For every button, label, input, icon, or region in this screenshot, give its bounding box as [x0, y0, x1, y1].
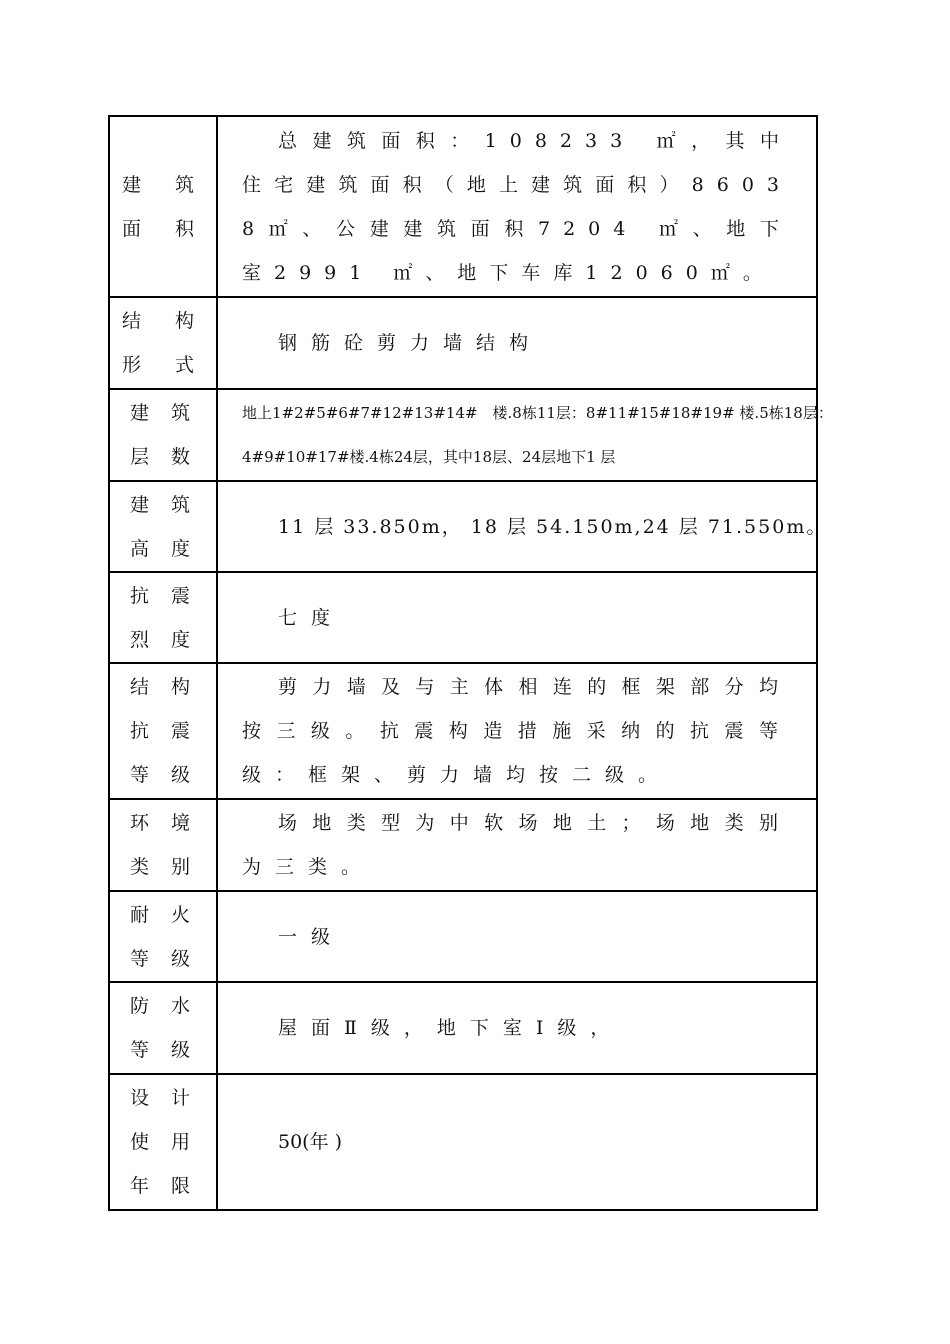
row-label-cell: [109, 481, 217, 572]
row-content-cell: [217, 116, 817, 297]
row-label-cell: [109, 891, 217, 982]
row-content-cell: [217, 297, 817, 389]
row-label-line: 结 构: [122, 310, 194, 332]
row-label-line: 结 构: [130, 676, 190, 698]
table-row: [109, 297, 817, 389]
row-label-cell: [109, 663, 217, 799]
row-content-text: 11 层 33.850m， 18 层 54.150m,24 层 71.550m。: [278, 515, 828, 538]
row-content-text: 总建筑面积：108233 ㎡，其中住宅建筑面积（地上建筑面积）86038㎡、公建建筑面积7204 ㎡、地下室2991 ㎡、地下车库12060㎡。: [242, 129, 792, 284]
row-label-line: 等 级: [130, 1039, 190, 1061]
row-label-line: 等 级: [130, 764, 190, 786]
row-label-line: 环 境: [130, 812, 190, 834]
table-row: [109, 481, 817, 572]
row-label-line: 抗 震: [130, 720, 190, 742]
row-label-line: 耐 火: [130, 903, 190, 926]
row-content-cell: [217, 663, 817, 799]
row-content-line: 4#9#10#17#楼.4栋24层，其中18层、24层地下1 层: [242, 448, 616, 466]
building-info-table: [108, 115, 833, 1211]
row-label-line: 建 筑: [130, 493, 190, 516]
row-content-line: 地上1#2#5#6#7#12#13#14# 楼.8栋11层：8#11#15#18#19# 楼.5栋18层：: [242, 404, 833, 422]
row-content-text: 一级: [278, 925, 345, 948]
table-row: [109, 891, 817, 982]
table-row: [109, 116, 817, 297]
row-label-cell: [109, 1074, 217, 1210]
row-label-cell: [109, 799, 217, 891]
table-row: [109, 572, 817, 663]
row-label-line: 使 用: [130, 1131, 190, 1153]
row-label-cell: [109, 297, 217, 389]
row-label-line: 烈 度: [130, 628, 190, 651]
row-content-text: 屋面Ⅱ级，地下室Ⅰ级，: [278, 1017, 624, 1039]
table-row: [109, 389, 817, 481]
row-content-cell: [217, 1074, 817, 1210]
row-content-text: 50(年 ): [278, 1131, 343, 1153]
row-content-text: 剪力墙及与主体相连的框架部分均按三级。抗震构造措施采纳的抗震等级：框架、剪力墙均按二级。: [242, 676, 792, 786]
row-label-line: 年 限: [130, 1175, 190, 1197]
row-label-line: 等 级: [130, 947, 190, 970]
row-content-cell: [217, 982, 817, 1074]
row-label-line: 防 水: [130, 995, 190, 1017]
row-label-line: 形 式: [122, 354, 194, 376]
row-label-line: 建 筑: [130, 402, 190, 424]
row-content-cell: [217, 481, 828, 572]
row-content-cell: [217, 572, 817, 663]
row-label-line: 建 筑: [122, 173, 194, 196]
row-label-cell: [109, 389, 217, 481]
table-row: [109, 982, 817, 1074]
row-content-cell: [217, 891, 817, 982]
table-row: [109, 1074, 817, 1210]
table-row: [109, 663, 817, 799]
row-label-line: 面 积: [122, 217, 194, 240]
row-content-text: 钢筋砼剪力墙结构: [278, 332, 543, 354]
row-label-line: 层 数: [130, 446, 190, 468]
row-content-cell: [217, 389, 833, 481]
row-content-text: 场地类型为中软场地土；场地类别为三类。: [242, 812, 792, 878]
row-label-line: 设 计: [130, 1087, 190, 1109]
row-label-line: 高 度: [130, 537, 190, 560]
row-label-line: 类 别: [130, 856, 190, 878]
row-label-cell: [109, 116, 217, 297]
row-content-cell: [217, 799, 817, 891]
row-content-text: 七度: [278, 606, 345, 629]
row-label-line: 抗 震: [130, 584, 190, 607]
row-label-cell: [109, 982, 217, 1074]
table-row: [109, 799, 817, 891]
row-label-cell: [109, 572, 217, 663]
